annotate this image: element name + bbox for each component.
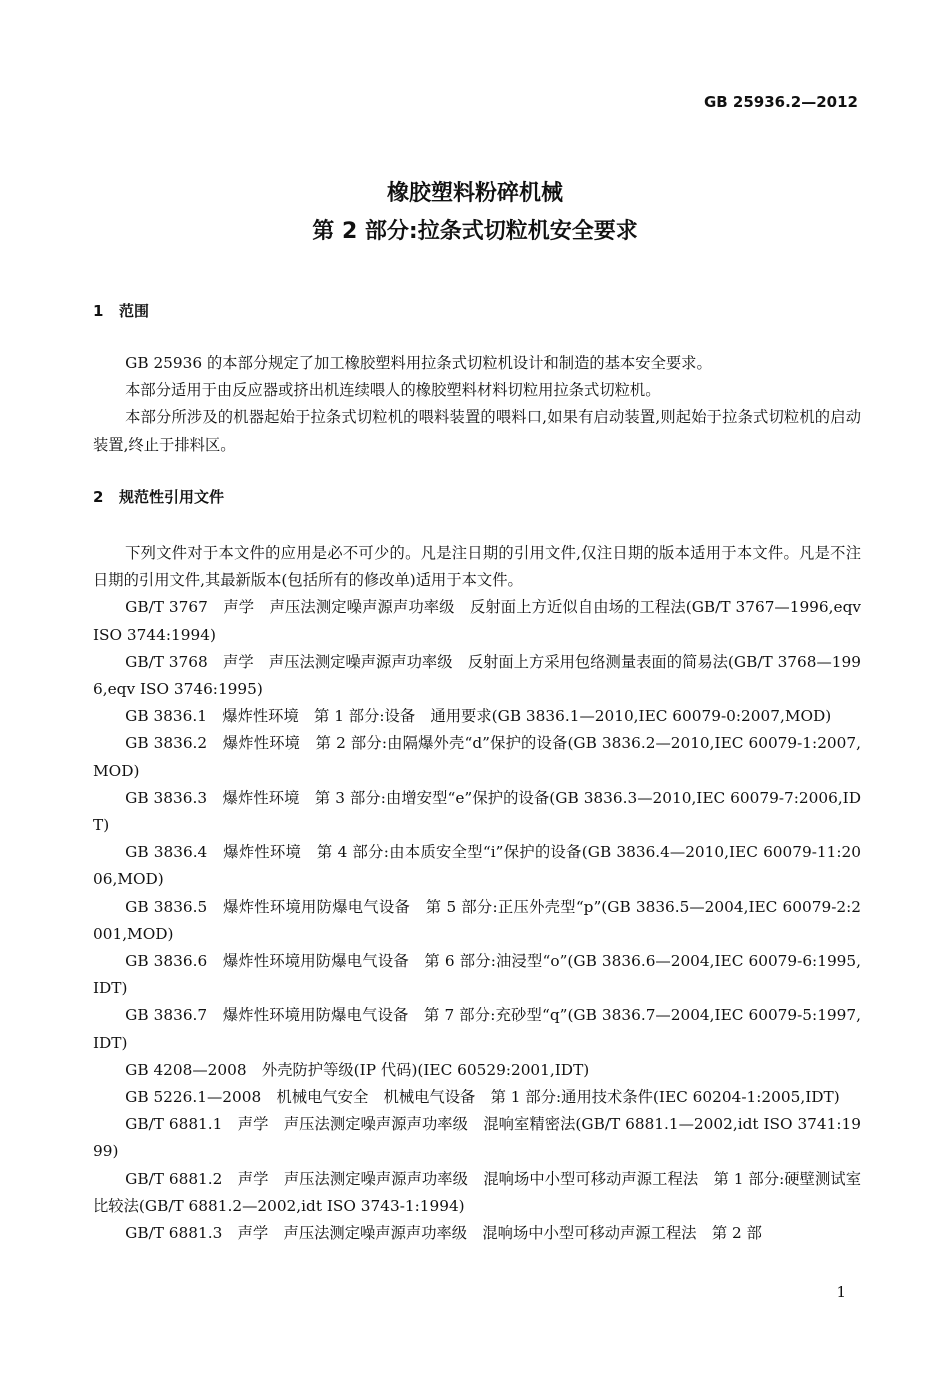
paragraph: 本部分所涉及的机器起始于拉条式切粒机的喂料装置的喂料口,如果有启动装置,则起始于拉条式切粒机的启动装置,终止于排料区。: [93, 408, 861, 454]
reference-entry: GB/T 6881.2 声学 声压法测定噪声源声功率级 混响场中小型可移动声源工程法 第 1 部分:硬壁测试室比较法(GB/T 6881.2—2002,idt ISO 3743-1:1994): [93, 1169, 861, 1215]
section-number: 2: [93, 488, 104, 506]
section-title: 规范性引用文件: [119, 488, 225, 506]
reference-entry: GB 4208—2008 外壳防护等级(IP 代码)(IEC 60529:2001,IDT): [125, 1060, 590, 1079]
reference-entry: GB/T 6881.1 声学 声压法测定噪声源声功率级 混响室精密法(GB/T 6881.1—2002,idt ISO 3741:1999): [93, 1115, 861, 1161]
section-1-heading: [93, 300, 149, 321]
reference-entry: GB/T 3768 声学 声压法测定噪声源声功率级 反射面上方采用包络测量表面的简易法(GB/T 3768—1996,eqv ISO 3746:1995): [93, 652, 861, 699]
paragraph: 下列文件对于本文件的应用是必不可少的。凡是注日期的引用文件,仅注日期的版本适用于本文件。凡是不注日期的引用文件,其最新版本(包括所有的修改单)适用于本文件。: [93, 544, 861, 590]
standard-code: GB 25936.2—2012: [703, 93, 858, 111]
document-title: 橡胶塑料粉碎机械: [386, 181, 563, 206]
section-2-heading: [93, 486, 224, 507]
reference-entry: GB/T 3767 声学 声压法测定噪声源声功率级 反射面上方近似自由场的工程法(GB/T 3767—1996,eqv ISO 3744:1994): [93, 598, 861, 644]
section-title: 范围: [119, 302, 150, 320]
paragraph: 本部分适用于由反应器或挤出机连续喂人的橡胶塑料材料切粒用拉条式切粒机。: [125, 381, 661, 400]
reference-entry: GB 3836.4 爆炸性环境 第 4 部分:由本质安全型“i”保护的设备(GB 3836.4—2010,IEC 60079-11:2006,MOD): [93, 843, 861, 889]
reference-entry: GB/T 6881.3 声学 声压法测定噪声源声功率级 混响场中小型可移动声源工程法 第 2 部: [125, 1224, 762, 1243]
document-subtitle: 第 2 部分:拉条式切粒机安全要求: [312, 219, 638, 244]
reference-entry: GB 3836.1 爆炸性环境 第 1 部分:设备 通用要求(GB 3836.1—2010,IEC 60079-0:2007,MOD): [125, 707, 832, 726]
reference-entry: GB 3836.6 爆炸性环境用防爆电气设备 第 6 部分:油浸型“o”(GB 3836.6—2004,IEC 60079-6:1995,IDT): [93, 952, 861, 998]
reference-entry: GB 3836.2 爆炸性环境 第 2 部分:由隔爆外壳“d”保护的设备(GB 3836.2—2010,IEC 60079-1:2007,MOD): [93, 734, 861, 780]
paragraph: GB 25936 的本部分规定了加工橡胶塑料用拉条式切粒机设计和制造的基本安全要求。: [125, 354, 712, 372]
section-number: 1: [93, 302, 104, 320]
section-2-body: [93, 540, 861, 1247]
page-number: 1: [836, 1283, 846, 1301]
reference-entry: GB 5226.1—2008 机械电气安全 机械电气设备 第 1 部分:通用技术条件(IEC 60204-1:2005,IDT): [125, 1088, 840, 1107]
reference-entry: GB 3836.3 爆炸性环境 第 3 部分:由增安型“e”保护的设备(GB 3836.3—2010,IEC 60079-7:2006,IDT): [93, 788, 861, 835]
section-1-body: [93, 350, 861, 459]
reference-entry: GB 3836.5 爆炸性环境用防爆电气设备 第 5 部分:正压外壳型“p”(GB 3836.5—2004,IEC 60079-2:2001,MOD): [93, 897, 861, 943]
reference-entry: GB 3836.7 爆炸性环境用防爆电气设备 第 7 部分:充砂型“q”(GB 3836.7—2004,IEC 60079-5:1997,IDT): [93, 1006, 861, 1052]
